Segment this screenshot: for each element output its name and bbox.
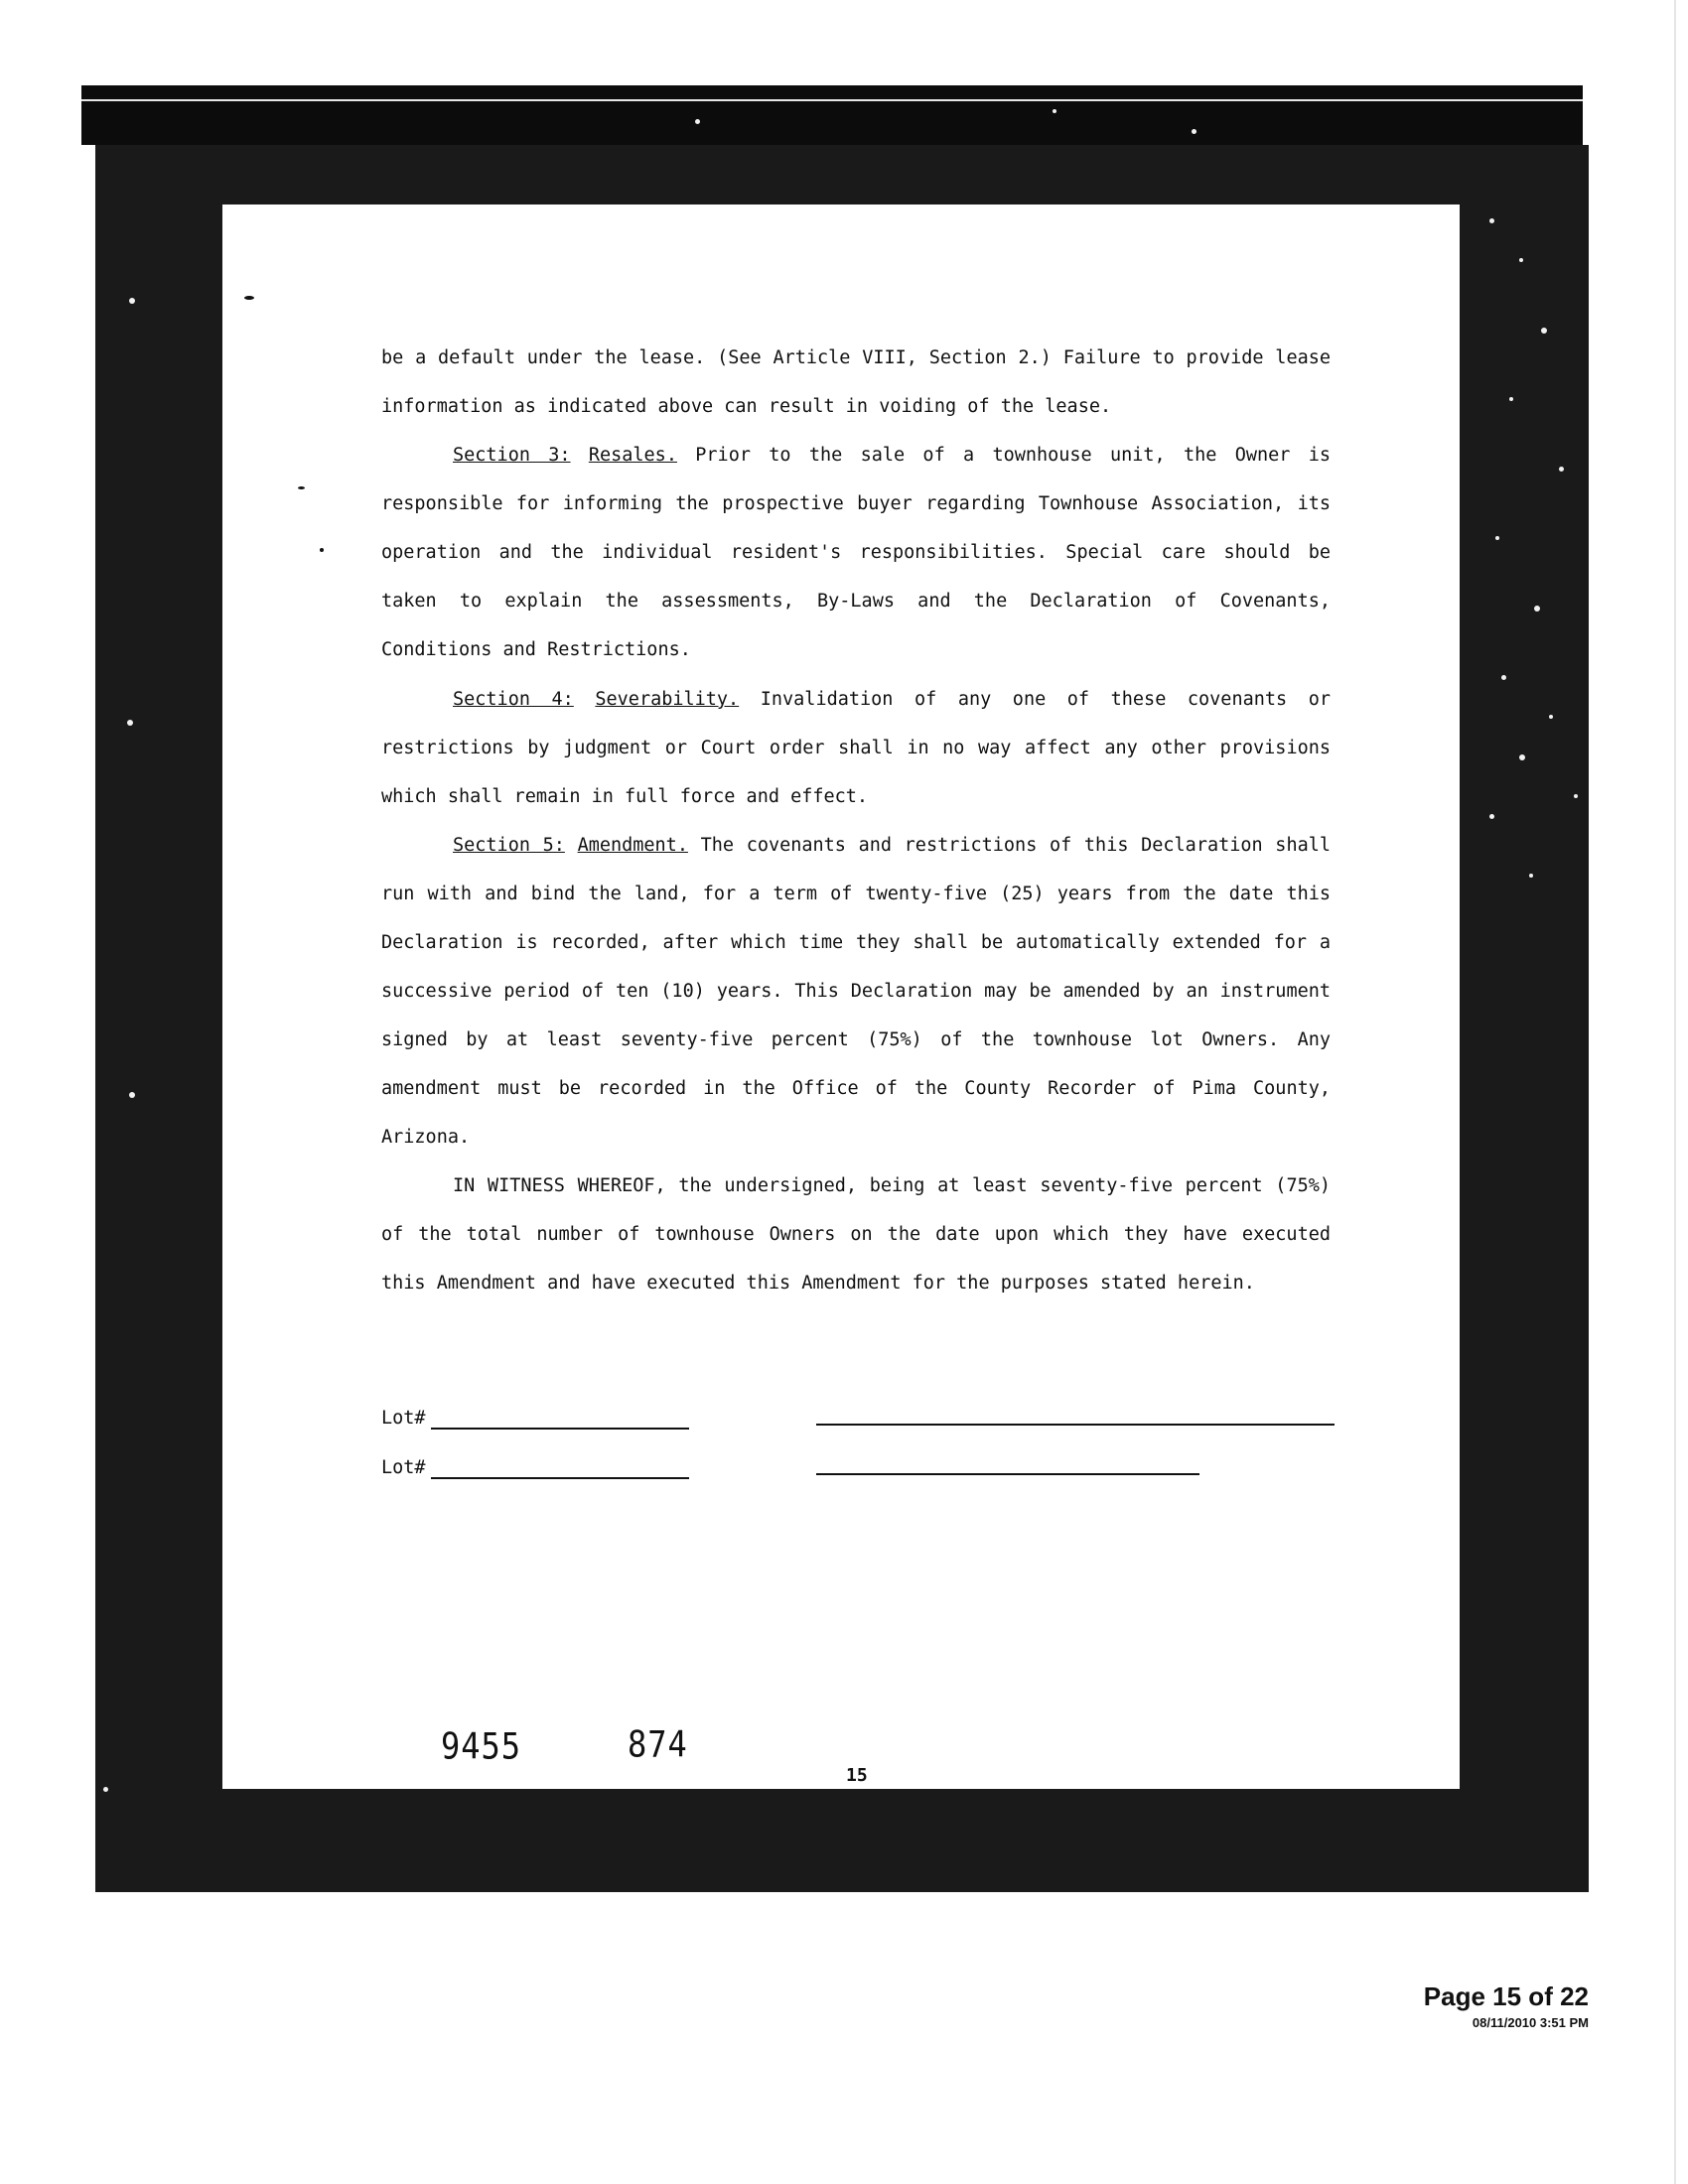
scan-speck bbox=[129, 298, 135, 304]
lot-number-line-1[interactable] bbox=[431, 1428, 689, 1430]
document-body bbox=[381, 334, 1331, 431]
scan-speck bbox=[1519, 258, 1523, 262]
scan-speck bbox=[1489, 814, 1494, 819]
section-title: Resales. bbox=[588, 445, 677, 466]
scan-speck bbox=[1541, 328, 1547, 334]
scan-speck bbox=[1529, 874, 1533, 878]
lot-number-line-2[interactable] bbox=[431, 1477, 689, 1479]
section-text: The covenants and restrictions of this Declaration shall run with and bind the land, for a term of twenty-five (25) years from the date this Declaration is recorded, after which time they shall be automatically extended for a successive period of ten (10) years. This Declaration may be amended by an instrument signed by at least seventy-five percent (75%) of the townhouse lot Owners. Any amendment must be recorded in the Office of the County Recorder of Pima County, Arizona. bbox=[381, 835, 1331, 1148]
signature-line-1[interactable] bbox=[816, 1424, 1335, 1426]
signature-row-1-label: Lot# bbox=[381, 1408, 426, 1429]
scan-speck bbox=[1192, 129, 1196, 134]
scan-speck bbox=[103, 1787, 108, 1792]
section-3-resales bbox=[381, 431, 1331, 674]
scan-speck bbox=[129, 1092, 135, 1098]
scan-speck bbox=[1574, 794, 1578, 798]
scan-top-strip bbox=[81, 85, 1583, 145]
section-text: Prior to the sale of a townhouse unit, the Owner is responsible for informing the prospective buyer regarding Townhouse Association, its operation and the individual resident's responsibilities. Special care should be taken to explain the assessments, By-Laws and the Declaration of Covenants, Conditions and Restrictions. bbox=[381, 445, 1331, 660]
paragraph-lease-default: be a default under the lease. (See Article VIII, Section 2.) Failure to provide lease information as indicated above can result in voiding of the lease. bbox=[381, 347, 1331, 417]
section-heading: Section 4: bbox=[453, 689, 574, 710]
recording-docket-number: 9455 bbox=[441, 1724, 522, 1768]
signature-row-2-label: Lot# bbox=[381, 1457, 426, 1478]
scan-speck bbox=[1559, 467, 1564, 472]
scan-speck bbox=[695, 119, 700, 124]
footer-timestamp: 08/11/2010 3:51 PM bbox=[1472, 2015, 1589, 2030]
scan-mark bbox=[320, 548, 324, 552]
scan-speck bbox=[1534, 606, 1540, 612]
scan-speck bbox=[1489, 218, 1494, 223]
scan-speck bbox=[1519, 754, 1525, 760]
scan-speck bbox=[1501, 675, 1506, 680]
scan-right-edge bbox=[1674, 0, 1676, 2184]
witness-clause bbox=[381, 1161, 1331, 1307]
scan-mark bbox=[244, 296, 254, 300]
scan-speck bbox=[127, 720, 133, 726]
section-5-amendment bbox=[381, 821, 1331, 1161]
scan-speck bbox=[1495, 536, 1499, 540]
section-heading: Section 3: bbox=[453, 445, 571, 466]
section-text: Invalidation of any one of these covenants or restrictions by judgment or Court order shall in no way affect any other provisions which shall remain in full force and effect. bbox=[381, 689, 1331, 807]
footer-page-label: Page 15 of 22 bbox=[1423, 1981, 1589, 2011]
signature-line-2[interactable] bbox=[816, 1473, 1199, 1475]
scan-mark bbox=[298, 486, 305, 489]
recording-page-number: 874 bbox=[628, 1722, 688, 1766]
scan-speck bbox=[1053, 109, 1056, 113]
scan-speck bbox=[1549, 715, 1553, 719]
section-title: Severability. bbox=[595, 689, 740, 710]
section-4-severability bbox=[381, 675, 1331, 821]
section-heading: Section 5: bbox=[453, 835, 565, 856]
scan-rule bbox=[81, 99, 1583, 101]
document-page-number: 15 bbox=[846, 1765, 868, 1786]
witness-text: IN WITNESS WHEREOF, the undersigned, being at least seventy-five percent (75%) of the total number of townhouse Owners on the date upon which they have executed this Amendment and have executed this Amendment for the purposes stated herein. bbox=[381, 1175, 1331, 1294]
section-title: Amendment. bbox=[577, 835, 688, 856]
scan-speck bbox=[1509, 397, 1513, 401]
